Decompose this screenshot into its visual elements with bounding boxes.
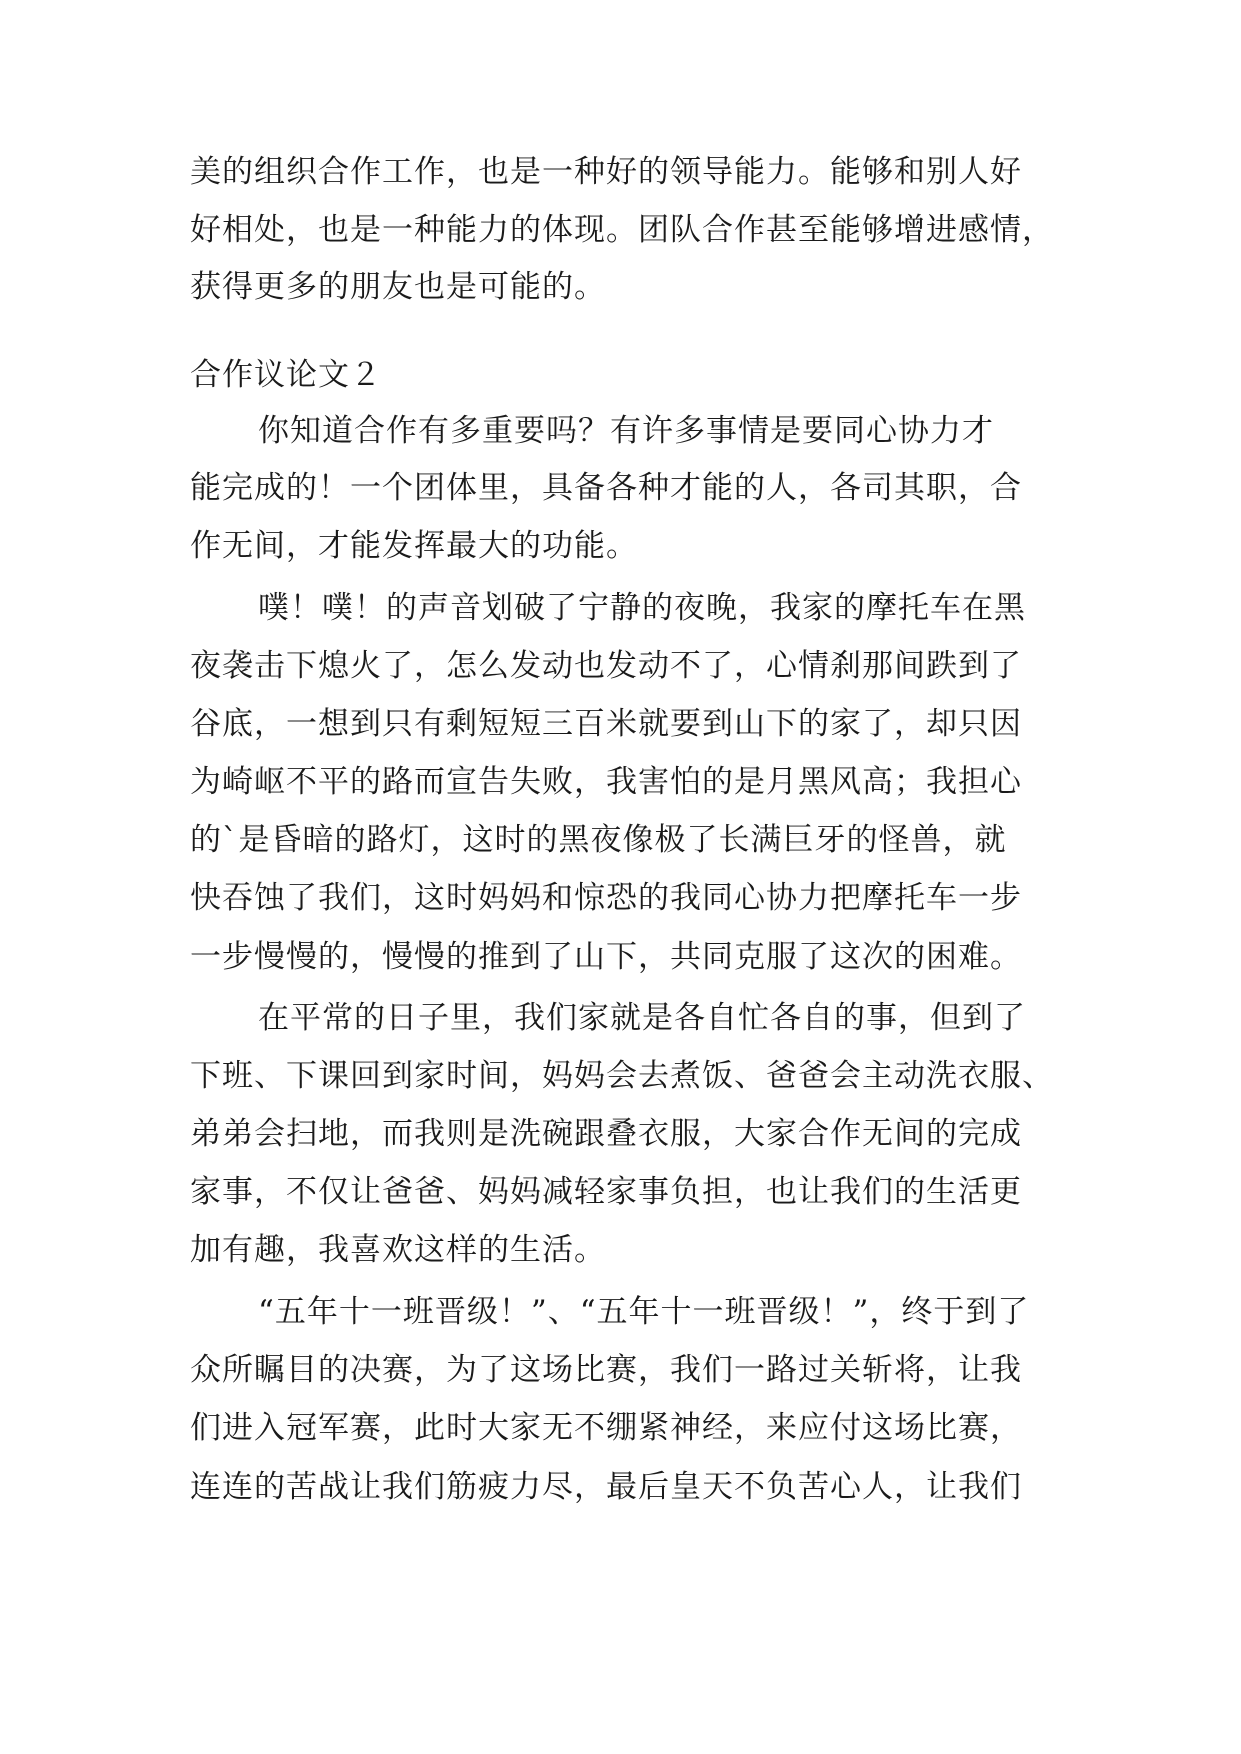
text-line: 为崎岖不平的路而宣告失败，我害怕的是月黑风高；我担心 bbox=[190, 764, 1022, 800]
text-line: 下班、下课回到家时间，妈妈会去煮饭、爸爸会主动洗衣服、 bbox=[190, 1058, 1054, 1094]
text-line: 获得更多的朋友也是可能的。 bbox=[190, 269, 606, 305]
text-line: 一步慢慢的，慢慢的推到了山下，共同克服了这次的困难。 bbox=[190, 939, 1022, 975]
text-line: 能完成的！一个团体里，具备各种才能的人，各司其职，合 bbox=[190, 470, 1022, 506]
text-line: 快吞蚀了我们，这时妈妈和惊恐的我同心协力把摩托车一步 bbox=[190, 880, 1022, 916]
text-line: 好相处，也是一种能力的体现。团队合作甚至能够增进感情， bbox=[190, 212, 1054, 248]
section-title: 合作议论文２ bbox=[190, 357, 382, 393]
text-line: 弟弟会扫地，而我则是洗碗跟叠衣服，大家合作无间的完成 bbox=[190, 1116, 1022, 1152]
text-line: 谷底，一想到只有剩短短三百米就要到山下的家了，却只因 bbox=[190, 706, 1022, 742]
text-line: 们进入冠军赛，此时大家无不绷紧神经，来应付这场比赛， bbox=[190, 1410, 1022, 1446]
text-line: “五年十一班晋级！”、“五年十一班晋级！”，终于到了 bbox=[258, 1294, 1030, 1330]
text-line: 美的组织合作工作，也是一种好的领导能力。能够和别人好 bbox=[190, 154, 1022, 190]
text-line: 加有趣，我喜欢这样的生活。 bbox=[190, 1232, 606, 1268]
text-line: 夜袭击下熄火了，怎么发动也发动不了，心情刹那间跌到了 bbox=[190, 648, 1022, 684]
text-line: 噗！噗！的声音划破了宁静的夜晚，我家的摩托车在黑 bbox=[258, 590, 1026, 626]
text-line: 你知道合作有多重要吗？有许多事情是要同心协力才 bbox=[258, 413, 994, 449]
text-line: 作无间，才能发挥最大的功能。 bbox=[190, 528, 638, 564]
text-line: 众所瞩目的决赛，为了这场比赛，我们一路过关斩将，让我 bbox=[190, 1352, 1022, 1388]
text-line: 连连的苦战让我们筋疲力尽，最后皇天不负苦心人，让我们 bbox=[190, 1469, 1022, 1505]
text-line: 的`是昏暗的路灯，这时的黑夜像极了长满巨牙的怪兽，就 bbox=[190, 822, 1007, 858]
text-line: 家事，不仅让爸爸、妈妈减轻家事负担，也让我们的生活更 bbox=[190, 1174, 1022, 1210]
text-line: 在平常的日子里，我们家就是各自忙各自的事，但到了 bbox=[258, 1000, 1026, 1036]
